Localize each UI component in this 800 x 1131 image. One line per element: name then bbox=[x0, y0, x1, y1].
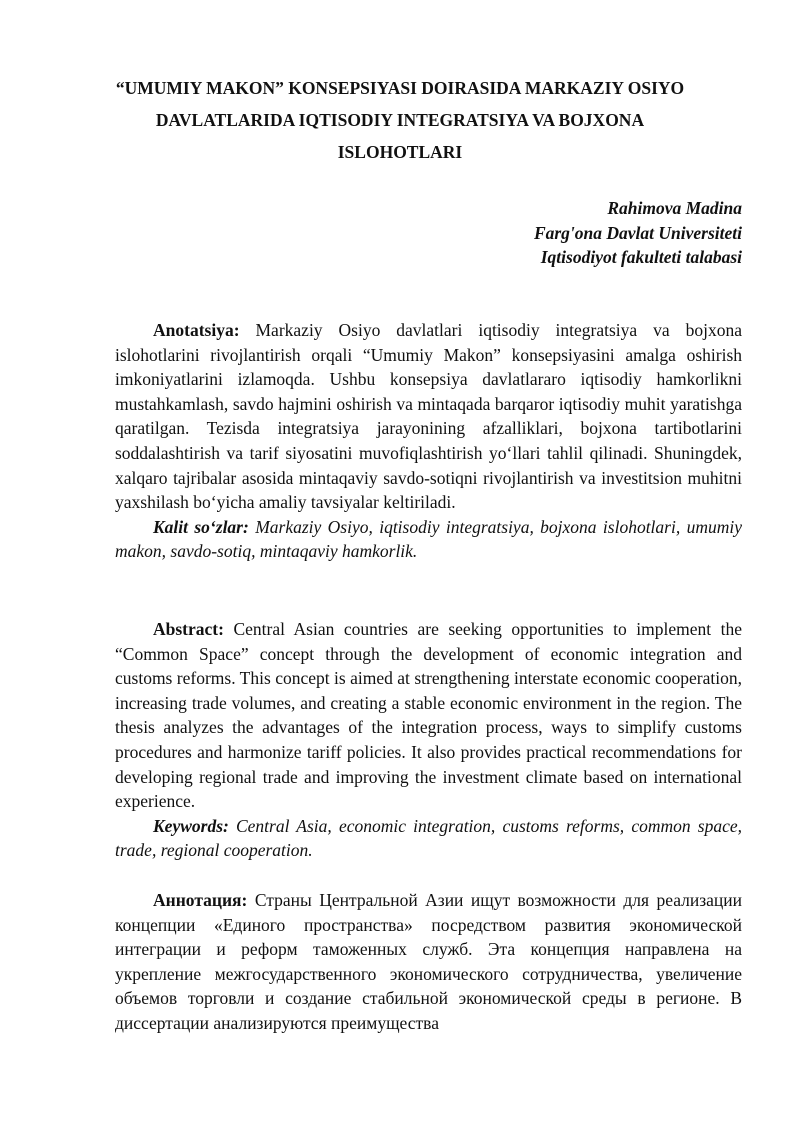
paper-title-line-3: ISLOHOTLARI bbox=[337, 142, 463, 162]
paper-title-line-1: “UMUMIY MAKON” KONSEPSIYASI DOIRASIDA MARKAZIY OSIYO bbox=[115, 78, 685, 98]
english-abstract-paragraph bbox=[115, 617, 742, 814]
uzbek-abstract-section bbox=[115, 318, 742, 564]
author-name: Rahimova Madina bbox=[607, 198, 742, 218]
english-keywords-paragraph bbox=[115, 814, 742, 863]
english-abstract-section bbox=[115, 617, 742, 863]
russian-abstract-text: Страны Центральной Азии ищут возможности для реализации концепции «Единого пространства» посредством развития экономической интеграции и реформ таможенных служб. Эта концепция направлена на укрепление межгосударственного экономического сотрудничества, увеличение объемов торговли и создание стабильной экономической среды в регионе. В диссертации анализируются преимущества bbox=[115, 890, 743, 1033]
uzbek-abstract-label: Anotatsiya: bbox=[153, 320, 240, 340]
author-block bbox=[534, 196, 742, 270]
uzbek-abstract-text: Markaziy Osiyo davlatlari iqtisodiy integratsiya va bojxona islohotlarini rivojlantirish orqali “Umumiy Makon” konsepsiyasini amalga oshirish imkoniyatlarini izlamoqda. Ushbu konsepsiya davlatlararo iqtisodiy hamkorlikni mustahkamlash, savdo hajmini oshirish va mintaqada barqaror iqtisodiy muhit yaratishga qaratilgan. Tezisda integratsiya jarayonining afzalliklari, bojxona tartibotlarini soddalashtirish va tarif siyosatini muvofiqlashtirish yo‘llari tahlil qilinadi. Shuningdek, xalqaro tajribalar asosida mintaqaviy savdo-sotiqni rivojlantirish va investitsion muhitni yaxshilash bo‘yicha amaliy tavsiyalar keltiriladi. bbox=[115, 320, 743, 513]
uzbek-keywords-text: Markaziy Osiyo, iqtisodiy integratsiya, bojxona islohotlari, umumiy makon, savdo-sotiq, mintaqaviy hamkorlik. bbox=[115, 516, 742, 562]
russian-abstract-paragraph bbox=[115, 888, 742, 1036]
english-keywords-label: Keywords: bbox=[153, 815, 229, 836]
uzbek-keywords-label: Kalit so‘zlar: bbox=[153, 516, 249, 537]
paper-title bbox=[100, 72, 700, 168]
paper-title-line-2: DAVLATLARIDA IQTISODIY INTEGRATSIYA VA BOJXONA bbox=[155, 110, 645, 130]
author-position: Iqtisodiyot fakulteti talabasi bbox=[540, 247, 742, 267]
russian-abstract-section bbox=[115, 888, 742, 1036]
english-keywords-text: Central Asia, economic integration, customs reforms, common space, trade, regional cooperation. bbox=[115, 815, 742, 861]
english-abstract-label: Abstract: bbox=[153, 619, 224, 639]
author-university: Farg'ona Davlat Universiteti bbox=[533, 222, 742, 243]
english-abstract-text: Central Asian countries are seeking opportunities to implement the “Common Space” concept through the development of economic integration and customs reforms. This concept is aimed at strengthening interstate economic cooperation, increasing trade volumes, and creating a stable economic environment in the region. The thesis analyzes the advantages of the integration process, ways to simplify customs procedures and harmonize tariff policies. It also provides practical recommendations for developing regional trade and improving the investment climate based on international experience. bbox=[115, 619, 743, 812]
uzbek-keywords-paragraph bbox=[115, 515, 742, 564]
uzbek-abstract-paragraph bbox=[115, 318, 742, 515]
russian-abstract-label: Аннотация: bbox=[153, 890, 248, 910]
